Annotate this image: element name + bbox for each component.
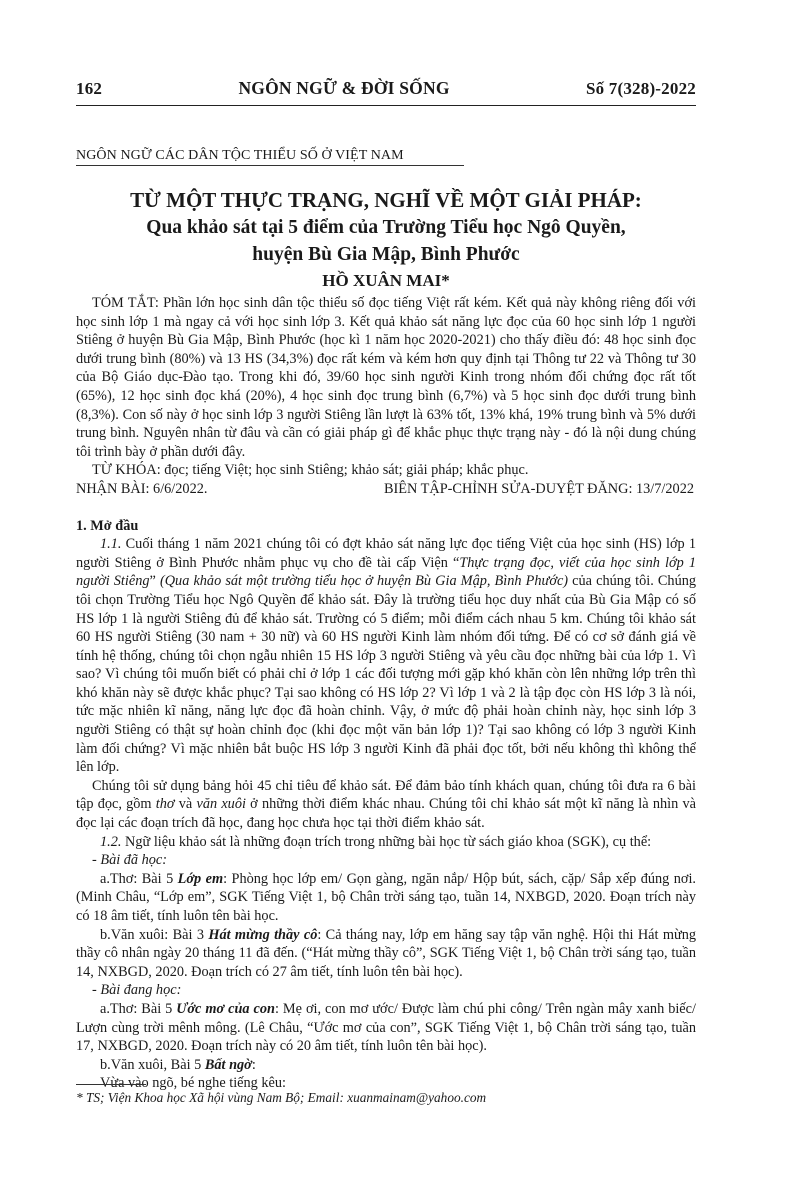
paragraph-text: Chúng tôi sử dụng bảng hỏi 45 chỉ tiêu để khảo sát. Để đảm bảo tính khách quan, chúng tôi đưa ra 6 bài tập đọc, gồm xyxy=(76,777,696,813)
item-text: : Mẹ ơi, con mơ ước/ Được làm chú phi công/ Trên ngàn mây xanh biếc/ Lượn cùng trời mênh mông. (Lê Châu, “Ước mơ của con”, SGK Tiếng Việt 1, bộ Chân trời sáng tạo, tuần 17, NXBGD, 2020. Đoạn trích này có 20 âm tiết, tính luôn tên bài học). xyxy=(76,1000,696,1055)
item-prose-2 xyxy=(76,1056,696,1075)
subheading-learned: - Bài đã học: xyxy=(92,852,168,869)
project-title: Thực trạng đọc, viết của học sinh lớp 1 người Stiêng xyxy=(76,554,697,590)
header-rule xyxy=(76,105,696,106)
item-text: a.Thơ: Bài 5 xyxy=(100,1000,177,1017)
paragraph-text: và xyxy=(174,796,197,813)
paragraph-survey xyxy=(76,777,696,833)
edited-date: BIÊN TẬP-CHỈNH SỬA-DUYỆT ĐĂNG: 13/7/2022 xyxy=(383,480,694,497)
item-text: b.Văn xuôi: Bài 3 xyxy=(100,926,209,943)
item-poem-1 xyxy=(76,870,696,926)
lesson-title: Bất ngờ xyxy=(204,1056,252,1073)
paragraph-text: ở những thời điểm khác nhau. Chúng tôi chỉ khảo sát một kĩ năng là nhìn và đọc lại các đoạn trích đã học, đang học chưa học tại thời điểm khảo sát. xyxy=(76,796,696,832)
lesson-title: Lớp em xyxy=(177,870,224,887)
paragraph-1-1 xyxy=(76,535,696,777)
item-text: b.Văn xuôi, Bài 5 xyxy=(100,1056,205,1073)
article-subtitle-line-2: huyện Bù Gia Mập, Bình Phước xyxy=(252,244,520,265)
journal-title: NGÔN NGỮ & ĐỜI SỐNG xyxy=(238,78,450,98)
paragraph-number: 1.2. xyxy=(100,833,122,850)
section-label: NGÔN NGỮ CÁC DÂN TỘC THIỂU SỐ Ở VIỆT NAM xyxy=(76,148,404,163)
emphasis: văn xuôi xyxy=(196,796,246,813)
item-poem-2 xyxy=(76,1000,696,1056)
lesson-title: Hát mừng thầy cô xyxy=(208,926,318,943)
paragraph-number: 1.1. xyxy=(100,536,122,553)
keywords: TỪ KHÓA: đọc; tiếng Việt; học sinh Stiêng; khảo sát; giải pháp; khắc phục. xyxy=(92,462,529,479)
paragraph-text: ” xyxy=(149,573,160,590)
paragraph-text: Ngữ liệu khảo sát là những đoạn trích trong những bài học từ sách giáo khoa (SGK), cụ thể: xyxy=(121,833,652,850)
page-number: 162 xyxy=(76,79,103,98)
paragraph-text: của chúng tôi. Chúng tôi chọn Trường Tiểu học Ngô Quyền để khảo sát. Đây là trường tiểu học duy nhất của Bù Gia Mập có số HS lớp 1 là người Stiêng đủ để khảo sát. Trường có 5 điểm; mỗi điểm cách nhau 5 km. Chúng tôi khảo sát 60 HS người Stiêng (30 nam + 30 nữ) và 60 HS người Kinh làm nhóm đối tứng. Để có cơ sở đánh giá về tính hệ thống, chúng tôi chọn ngẫu nhiên 15 HS lớp 3 người Stiêng và yêu cầu đọc những bài của lớp 1. Vì sao? Vì chúng tôi muốn biết có phải chỉ ở lớp 1 các đối tượng mới gặp khó khăn còn lên những lớp trên thì khó khăn này sẽ được khắc phục? Tại sao không có HS lớp 2? Vì lớp 1 và 2 là tập đọc còn HS lớp 3 là nói, tức mặc nhiên kĩ năng, năng lực đọc đã hoàn chỉnh. Vậy, ở mức độ phải hoàn chỉnh này, học sinh lớp 3 người Stiêng có thật sự hoàn chỉnh đọc (khi đọc một văn bản lớp 1)? Tại sao không có lớp 3 người Kinh làm đối chứng? Vì mặc nhiên bắt buộc HS lớp 3 người Kinh đã phải đọc tốt, bởi nếu không thì không thể lên lớp. xyxy=(76,573,697,776)
subheading-learning: - Bài đang học: xyxy=(92,982,182,999)
emphasis: thơ xyxy=(155,796,175,813)
section-heading: 1. Mở đầu xyxy=(76,517,139,534)
received-date: NHẬN BÀI: 6/6/2022. xyxy=(76,480,208,497)
item-text: : Phòng học lớp em/ Gọn gàng, ngăn nắp/ Hộp bút, sách, cặp/ Sắp xếp đúng nơi. (Minh Châu, “Lớp em”, SGK Tiếng Việt 1, bộ Chân trời sáng tạo, tuần 14, NXBGD, 2020. Đoạn trích này có 18 âm tiết, tính luôn tên bài học. xyxy=(76,870,696,924)
footnote-rule xyxy=(76,1084,146,1085)
quote-line: Vừa vào ngõ, bé nghe tiếng kêu: xyxy=(100,1075,287,1092)
project-subtitle: (Qua khảo sát một trường tiểu học ở huyện Bù Gia Mập, Bình Phước) xyxy=(159,573,569,590)
running-header xyxy=(76,78,696,99)
paragraph-text: Cuối tháng 1 năm 2021 chúng tôi có đợt khảo sát năng lực đọc tiếng Việt của học sinh (HS) lớp 1 người Stiêng ở Bình Phước nhằm phục vụ cho đề tài cấp Viện “ xyxy=(76,536,696,571)
item-prose-1 xyxy=(76,926,696,982)
abstract: TÓM TẮT: Phần lớn học sinh dân tộc thiểu số đọc tiếng Việt rất kém. Kết quả này không riêng đối với học sinh lớp 1 mà ngay cả với học sinh lớp 3. Kết quả khảo sát năng lực đọc của 60 học sinh lớp 1 người Stiêng ở huyện Bù Gia Mập, Bình Phước (học kì 1 năm học 2020-2021) cho thấy điều đó: 48 học sinh đọc dưới trung bình (80%) và 13 HS (34,3%) đọc rất kém và kém hơn quy định tại Thông tư 22 và Thông tư 30 của Bộ Giáo dục-Đào tạo. Trong khi đó, 39/60 học sinh người Kinh trong nhóm đối chứng đọc rất tốt (65%), 12 học sinh đọc khá (20%), 4 học sinh đọc trung bình (6,7%) và 5 học sinh đọc dưới trung bình (8,3%). Con số này ở học sinh lớp 3 người Stiêng lần lượt là 63% tốt, 13% khá, 19% trung bình và 5% dưới trung bình. Nguyên nhân từ đâu và cần có giải pháp gì để khắc phục thực trạng này - đó là nội dung chúng tôi trình bày ở phần dưới đây. xyxy=(76,295,696,460)
issue-number: Số 7(328)-2022 xyxy=(585,79,696,98)
paragraph-1-2 xyxy=(76,833,696,852)
lesson-title: Ước mơ của con xyxy=(176,1000,275,1017)
section-rule xyxy=(76,165,464,166)
author-name: HỒ XUÂN MAI* xyxy=(322,271,450,290)
item-text: : xyxy=(251,1056,256,1073)
dates-line xyxy=(76,480,696,499)
article-title: TỪ MỘT THỰC TRẠNG, NGHĨ VỀ MỘT GIẢI PHÁP: xyxy=(130,188,642,212)
article-subtitle-line-1: Qua khảo sát tại 5 điểm của Trường Tiểu học Ngô Quyền, xyxy=(146,217,626,238)
item-text: : Cả tháng nay, lớp em hăng say tập văn nghệ. Hội thi Hát mừng thầy cô nhân ngày 20 tháng 11 đã đến. (“Hát mừng thầy cô”, SGK Tiếng Việt 1, bộ Chân trời sáng tạo, tuần 14, NXBGD, 2020. Đoạn trích có 27 âm tiết, tính luôn tên bài học). xyxy=(76,926,696,980)
item-text: a.Thơ: Bài 5 xyxy=(100,870,178,887)
article-page xyxy=(76,78,696,1093)
footnote: * TS; Viện Khoa học Xã hội vùng Nam Bộ; Email: xuanmainam@yahoo.com xyxy=(76,1090,487,1105)
